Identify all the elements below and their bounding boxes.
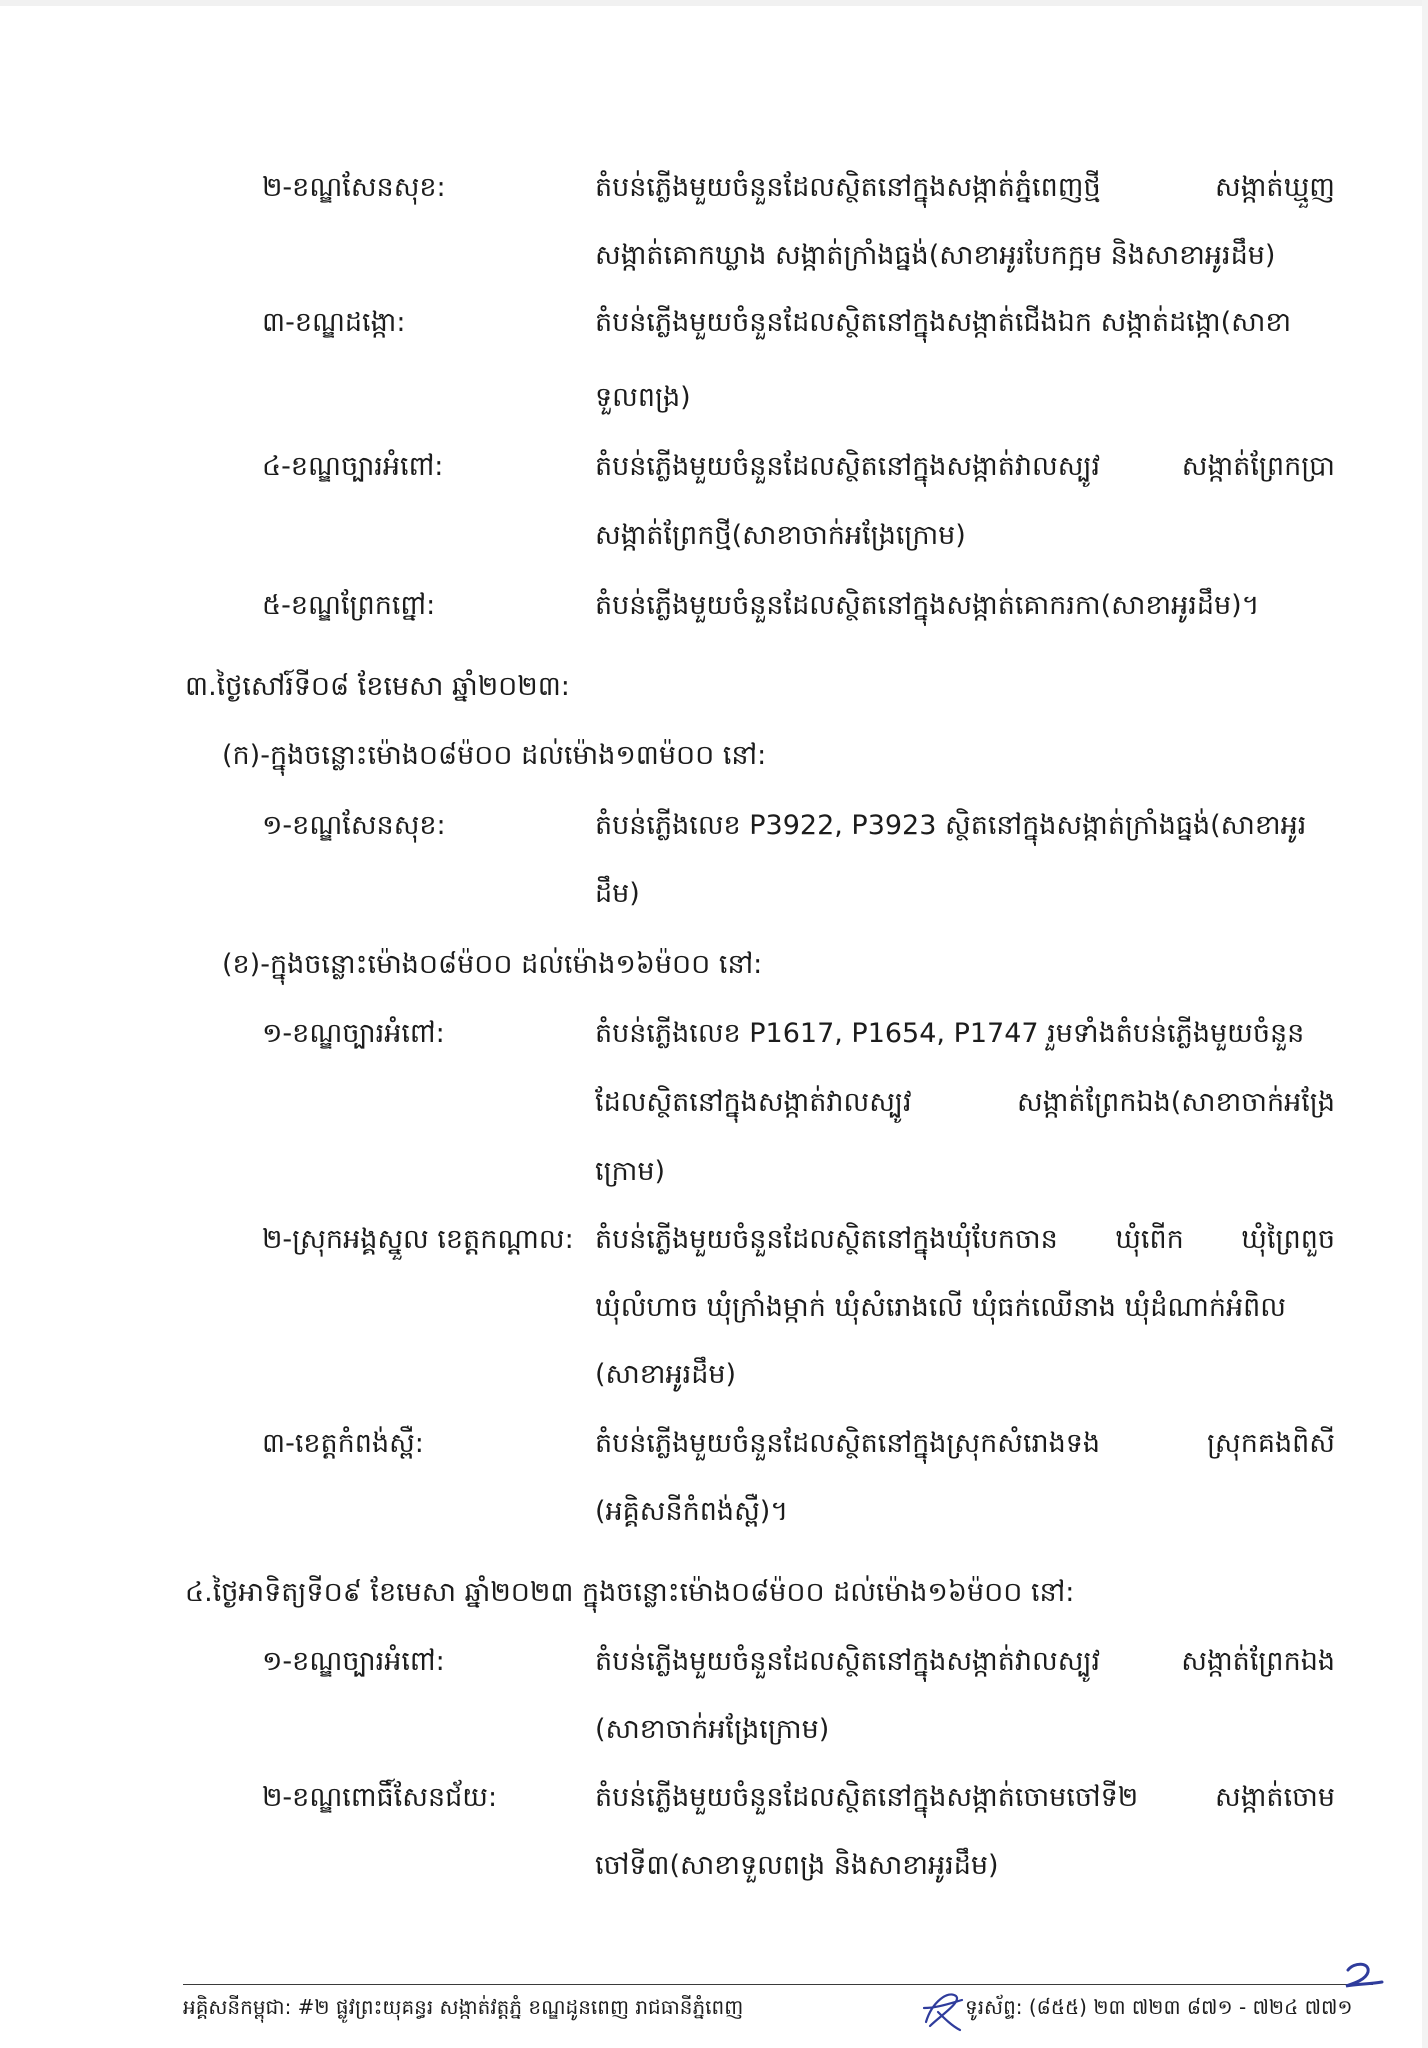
desc-part: តំបន់ភ្លើងមួយចំនួនដែលស្ថិតនៅក្នុងឃុំបែកចាន <box>595 1224 1058 1255</box>
item-desc-line: (សាខាចាក់អង្រែក្រោម) <box>595 1714 830 1745</box>
desc-part: សង្កាត់ចោម <box>1215 1782 1335 1813</box>
item-desc-line <box>595 303 1335 343</box>
item-desc-line: (សាខាអូរដឹម) <box>595 1359 737 1390</box>
desc-part: តំបន់ភ្លើងមួយចំនួនដែលស្ថិតនៅក្នុងសង្កាត់ចោមចៅទី២ <box>595 1782 1139 1813</box>
item-desc-line: តំបន់ភ្លើងលេខ P3922, P3923 ស្ថិតនៅក្នុងសង្កាត់ក្រាំងធ្នង់(សាខាអូរ <box>595 810 1307 841</box>
time-range-heading: (ក)-ក្នុងចន្លោះម៉ោង០៨ម៉០០ ដល់ម៉ោង១៣ម៉០០ នៅ: <box>222 740 767 771</box>
footer-address: អគ្គិសនីកម្ពុជា: #២ ផ្លូវព្រះយុគន្ធរ សង្កាត់វត្តភ្នំ ខណ្ឌដូនពេញ រាជធានីភ្នំពេញ <box>183 1995 744 2019</box>
handwritten-page-number <box>1340 1960 1386 1990</box>
desc-part: ឃុំពើក <box>1115 1224 1184 1255</box>
item-desc-line: (អគ្គិសនីកំពង់ស្ពឺ)។ <box>595 1496 789 1527</box>
desc-part: សង្កាត់ឃ្មួញ <box>1215 172 1335 203</box>
desc-part: សង្កាត់ព្រែកឯង(សាខាចាក់អង្រែ <box>1017 1087 1335 1118</box>
scan-edge-top <box>0 0 1428 6</box>
desc-part: ស្រុកគងពិសី <box>1206 1428 1335 1459</box>
item-label: ៣-ខេត្តកំពង់ស្ពឺ: <box>262 1428 424 1459</box>
item-desc-line <box>595 447 1335 487</box>
item-desc-line <box>595 1778 1335 1818</box>
item-label: ២-ស្រុកអង្គស្នួល ខេត្តកណ្ដាល: <box>262 1224 574 1255</box>
item-desc-line <box>595 1083 1335 1123</box>
item-label: ៣-ខណ្ឌដង្កោ: <box>262 307 406 338</box>
desc-part: តំបន់ភ្លើងមួយចំនួនដែលស្ថិតនៅក្នុងសង្កាត់ជើងឯក សង្កាត់ដង្កោ(សាខា <box>595 307 1292 338</box>
item-desc-line <box>595 1424 1335 1464</box>
item-desc-line <box>595 168 1335 208</box>
item-label: ១-ខណ្ឌសែនសុខ: <box>262 810 446 841</box>
item-desc-line: តំបន់ភ្លើងលេខ P1617, P1654, P1747 រួមទាំងតំបន់ភ្លើងមួយចំនួន <box>595 1018 1305 1049</box>
item-desc-line: ឃុំលំហាច ឃុំក្រាំងម្កាក់ ឃុំសំរោងលើ ឃុំធក់ឈើនាង ឃុំដំណាក់អំពិល <box>595 1292 1287 1323</box>
day-heading: ៣.ថ្ងៃសៅរ៍ទី០៨ ខែមេសា ឆ្នាំ២០២៣: <box>185 671 570 702</box>
scan-edge-right <box>1422 0 1428 2048</box>
desc-part: តំបន់ភ្លើងមួយចំនួនដែលស្ថិតនៅក្នុងសង្កាត់ភ្នំពេញថ្មី <box>595 172 1101 203</box>
desc-part: សង្កាត់ព្រែកប្រា <box>1181 451 1335 482</box>
item-label: ៥-ខណ្ឌព្រែកព្នៅ: <box>262 590 436 621</box>
item-desc-line: ដឹម) <box>595 878 640 909</box>
item-desc-line: ចៅទី៣(សាខាទួលពង្រ និងសាខាអូរដឹម) <box>595 1850 999 1881</box>
desc-part: សង្កាត់ព្រែកឯង <box>1181 1646 1335 1677</box>
item-desc-line: ទួលពង្រ) <box>595 382 691 413</box>
time-range-heading: (ខ)-ក្នុងចន្លោះម៉ោង០៨ម៉០០ ដល់ម៉ោង១៦ម៉០០ នៅ: <box>222 949 763 980</box>
item-label: ២-ខណ្ឌសែនសុខ: <box>262 172 446 203</box>
item-desc-line: សង្កាត់គោកឃ្លាង សង្កាត់ក្រាំងធ្នង់(សាខាអូរបែកក្អម និងសាខាអូរដឹម) <box>595 240 1276 271</box>
item-desc-line: សង្កាត់ព្រែកថ្មី(សាខាចាក់អង្រែក្រោម) <box>595 520 966 551</box>
item-label: ១-ខណ្ឌច្បារអំពៅ: <box>262 1646 445 1677</box>
desc-part: តំបន់ភ្លើងមួយចំនួនដែលស្ថិតនៅក្នុងសង្កាត់វាលស្បូវ <box>595 451 1101 482</box>
desc-part: តំបន់ភ្លើងមួយចំនួនដែលស្ថិតនៅក្នុងសង្កាត់វាលស្បូវ <box>595 1646 1101 1677</box>
item-label: ៤-ខណ្ឌច្បារអំពៅ: <box>262 451 444 482</box>
item-label: ២-ខណ្ឌពោធិ៍សែនជ័យ: <box>262 1782 498 1813</box>
desc-part: ដែលស្ថិតនៅក្នុងសង្កាត់វាលស្បូវ <box>595 1087 912 1118</box>
handwritten-initial-mark <box>918 1982 966 2034</box>
item-desc-line <box>595 1642 1335 1682</box>
item-desc-line <box>595 1220 1335 1260</box>
item-desc-line: ក្រោម) <box>595 1156 665 1187</box>
desc-part: ឃុំព្រៃពួច <box>1241 1224 1335 1255</box>
desc-part: តំបន់ភ្លើងមួយចំនួនដែលស្ថិតនៅក្នុងស្រុកសំរោងទង <box>595 1428 1101 1459</box>
item-label: ១-ខណ្ឌច្បារអំពៅ: <box>262 1018 445 1049</box>
item-desc-line: តំបន់ភ្លើងមួយចំនួនដែលស្ថិតនៅក្នុងសង្កាត់គោករកា(សាខាអូរដឹម)។ <box>595 590 1260 621</box>
footer-phone: ទូរស័ព្ទ: (៨៥៥) ២៣ ៧២៣ ៨៧១ - ៧២៤ ៧៧១ <box>965 1995 1353 2019</box>
footer-divider <box>183 1984 1373 1985</box>
day-heading: ៤.ថ្ងៃអាទិត្យទី០៩ ខែមេសា ឆ្នាំ២០២៣ ក្នុងចន្លោះម៉ោង០៨ម៉០០ ដល់ម៉ោង១៦ម៉០០ នៅ: <box>185 1577 1075 1608</box>
